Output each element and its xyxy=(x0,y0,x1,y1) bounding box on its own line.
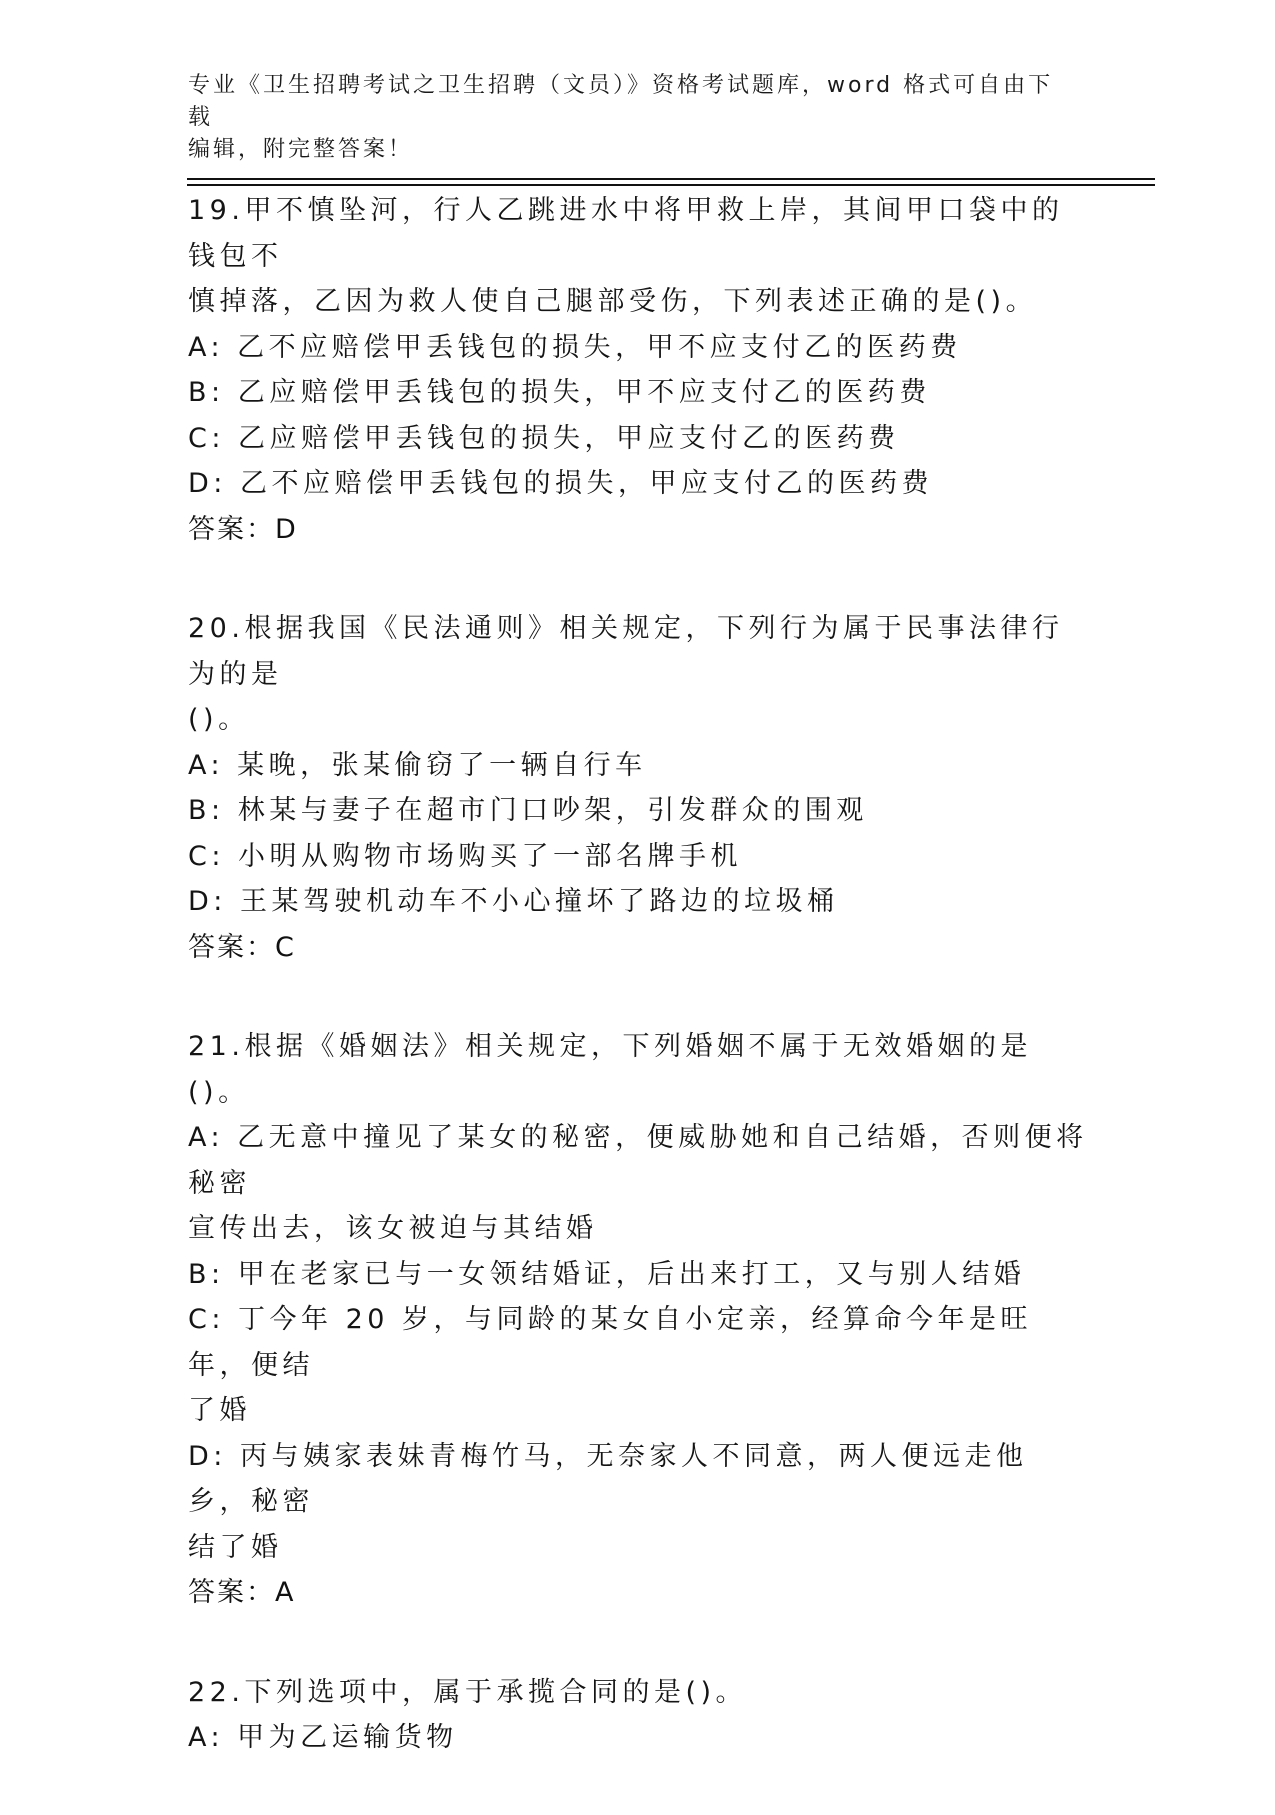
answer-line: 答案：C xyxy=(188,931,296,963)
question-text-line: 20.根据我国《民法通则》相关规定，下列行为属于民事法律行为的是 xyxy=(188,613,1064,690)
option-b: B: 林某与妻子在超市门口吵架，引发群众的围观 xyxy=(188,795,868,826)
option-a: A: 乙不应赔偿甲丢钱包的损失，甲不应支付乙的医药费 xyxy=(188,331,962,363)
answer-line: 答案：D xyxy=(188,513,298,545)
question-text-line: 21.根据《婚姻法》相关规定，下列婚姻不属于无效婚姻的是()。 xyxy=(188,1031,1032,1108)
header-rule-top xyxy=(187,178,1155,180)
header-line-2: 编辑，附完整答案！ xyxy=(188,137,414,162)
answer-line: 答案：A xyxy=(188,1577,296,1608)
question-21 xyxy=(188,1024,1088,1616)
question-text-line: 19.甲不慎坠河，行人乙跳进水中将甲救上岸，其间甲口袋中的钱包不 xyxy=(188,195,1064,272)
option-a-continued: 宣传出去，该女被迫与其结婚 xyxy=(188,1213,598,1244)
option-a: A: 某晚，张某偷窃了一辆自行车 xyxy=(188,749,647,781)
option-c-continued: 了婚 xyxy=(188,1395,251,1426)
question-22 xyxy=(188,1670,1088,1761)
question-text-line: 慎掉落，乙因为救人使自己腿部受伤，下列表述正确的是()。 xyxy=(188,286,1038,317)
option-d: D: 王某驾驶机动车不小心撞坏了路边的垃圾桶 xyxy=(188,886,839,917)
option-c: C: 小明从购物市场购买了一部名牌手机 xyxy=(188,840,743,872)
question-text-line: ()。 xyxy=(188,704,250,735)
question-text-line: 22.下列选项中，属于承揽合同的是()。 xyxy=(188,1676,748,1708)
document-header xyxy=(188,70,1068,166)
question-20 xyxy=(188,606,1088,970)
option-b: B: 乙应赔偿甲丢钱包的损失，甲不应支付乙的医药费 xyxy=(188,377,931,408)
option-a: A: 甲为乙运输货物 xyxy=(188,1722,458,1753)
option-c: C: 丁今年 20 岁，与同龄的某女自小定亲，经算命今年是旺年，便结 xyxy=(188,1304,1033,1381)
header-line-1: 专业《卫生招聘考试之卫生招聘（文员）》资格考试题库，word 格式可自由下载 xyxy=(188,73,1054,130)
option-b: B: 甲在老家已与一女领结婚证，后出来打工，又与别人结婚 xyxy=(188,1258,1026,1290)
question-list xyxy=(188,188,1088,1815)
header-rule-bottom xyxy=(187,184,1155,186)
question-19 xyxy=(188,188,1088,552)
option-d: D: 乙不应赔偿甲丢钱包的损失，甲应支付乙的医药费 xyxy=(188,468,933,499)
option-a: A: 乙无意中撞见了某女的秘密，便威胁她和自己结婚，否则便将秘密 xyxy=(188,1122,1088,1199)
option-c: C: 乙应赔偿甲丢钱包的损失，甲应支付乙的医药费 xyxy=(188,422,900,454)
option-d-continued: 结了婚 xyxy=(188,1531,283,1563)
option-d: D: 丙与姨家表妹青梅竹马，无奈家人不同意，两人便远走他乡，秘密 xyxy=(188,1440,1028,1517)
